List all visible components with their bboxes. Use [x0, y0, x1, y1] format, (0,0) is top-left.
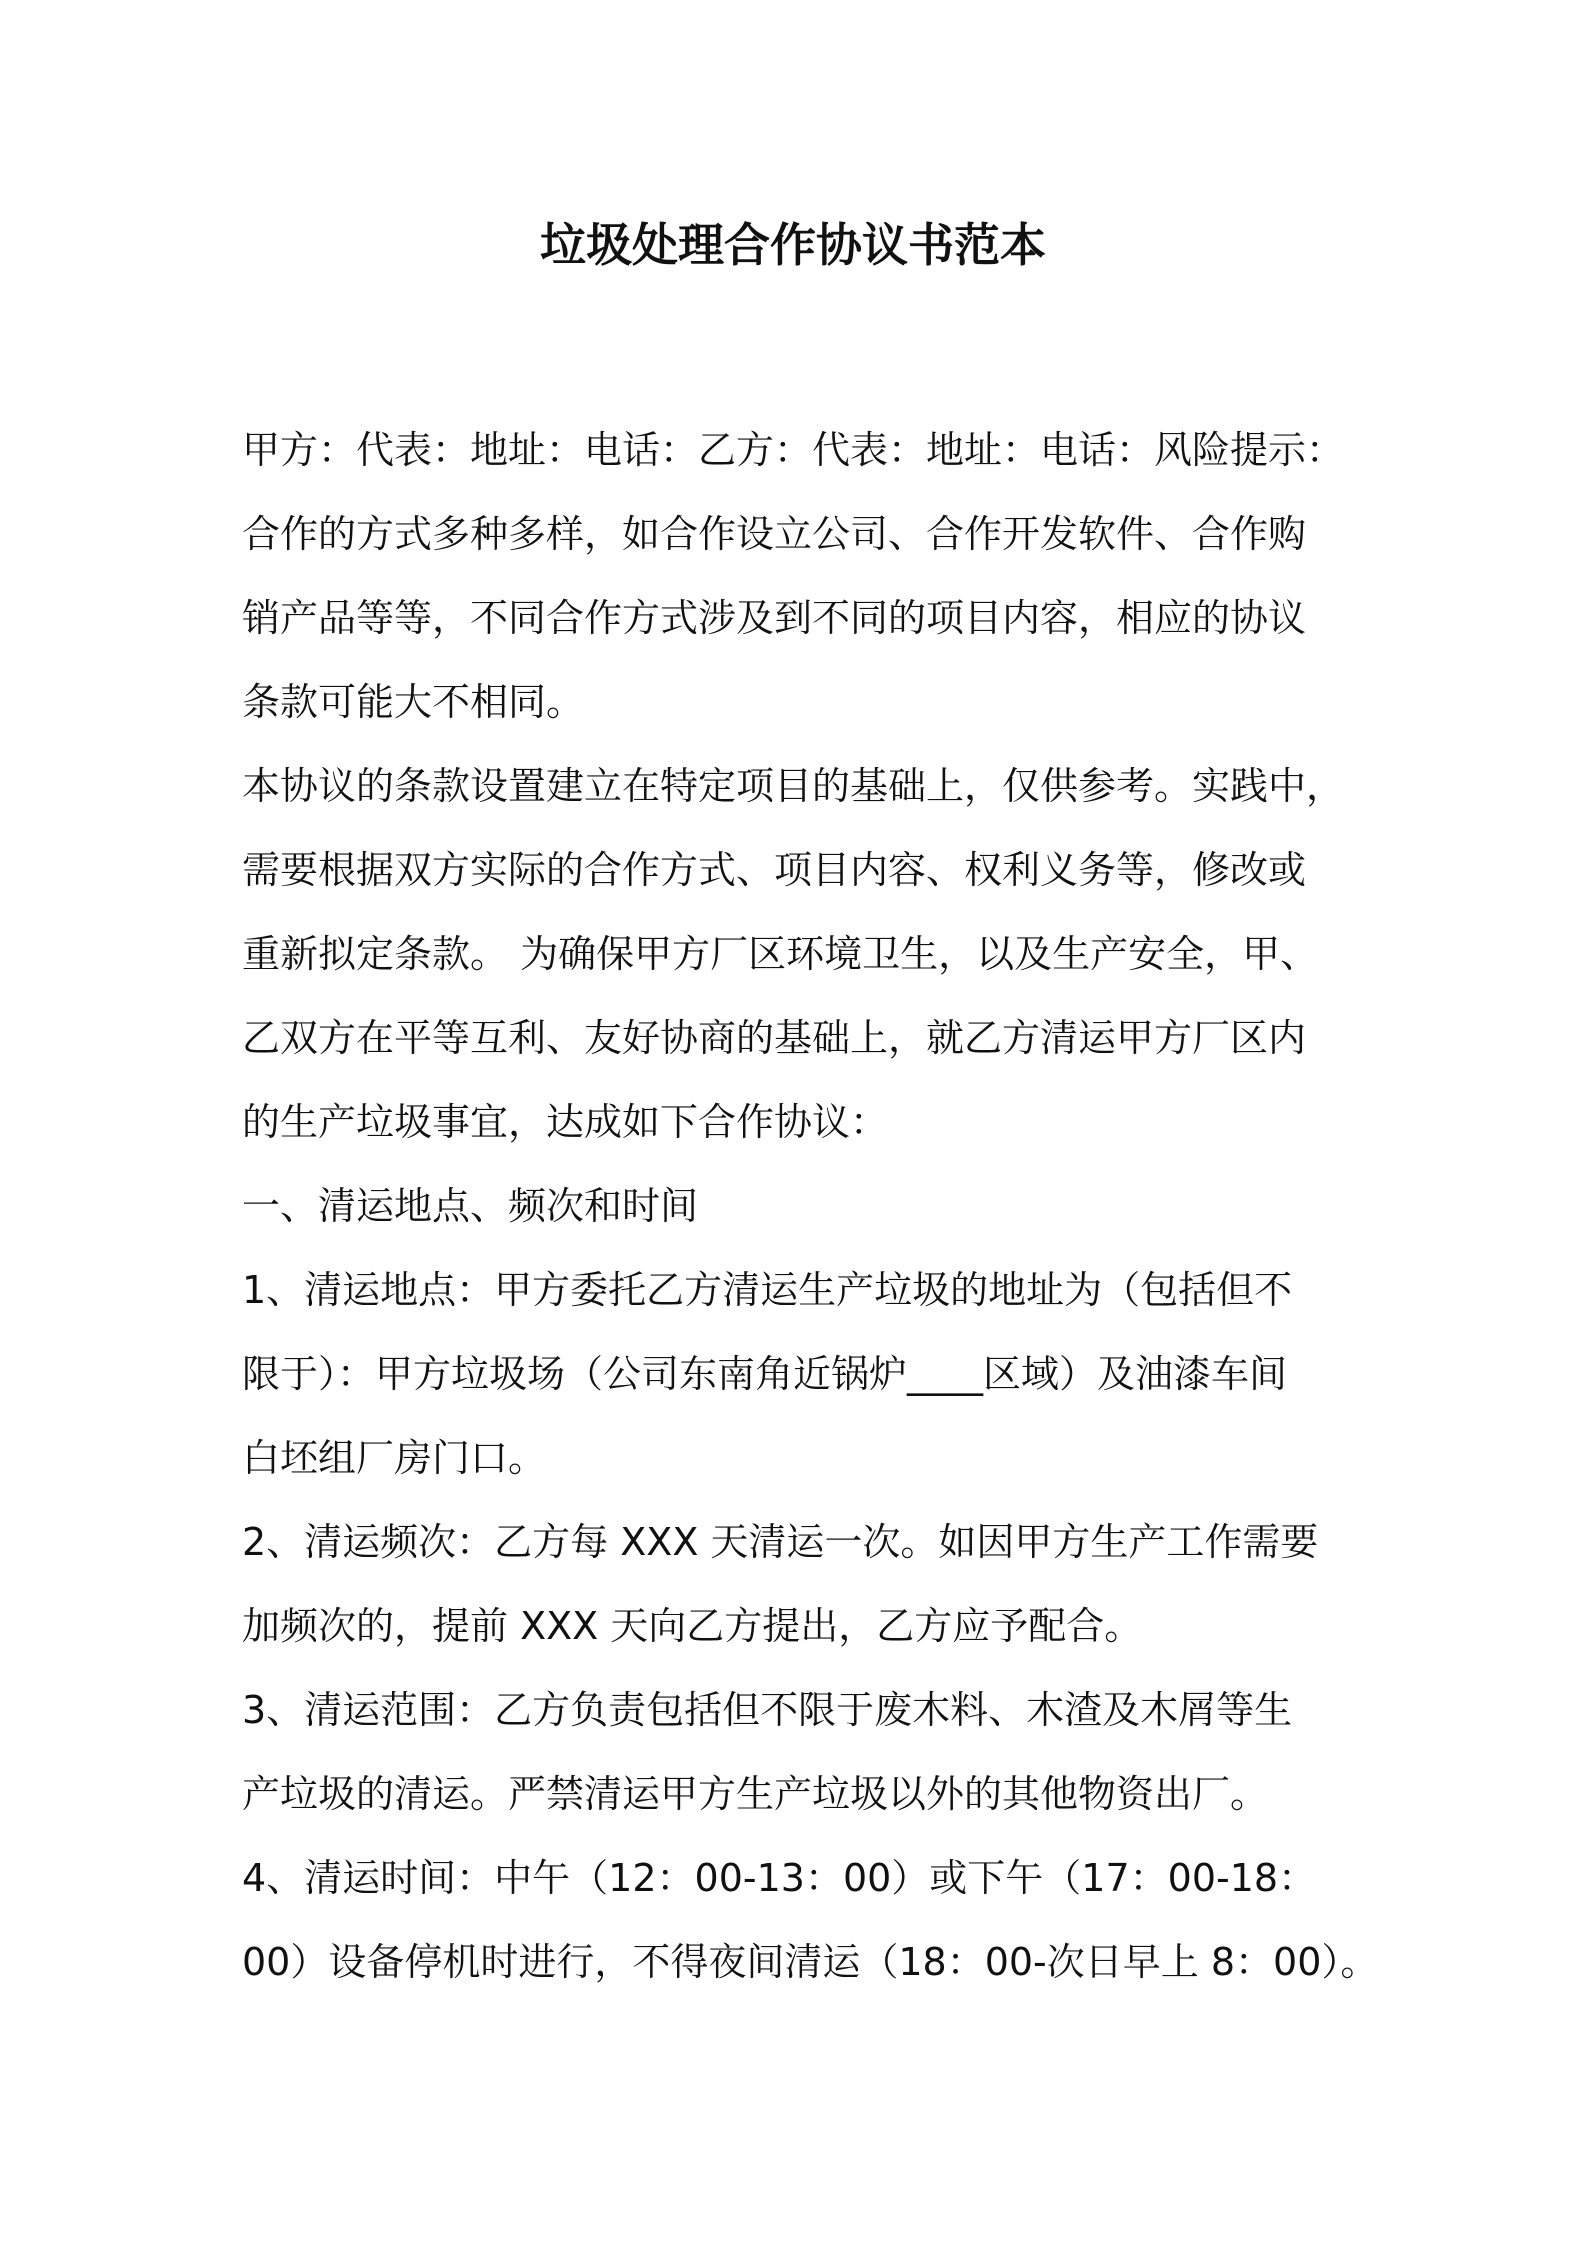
body-line: 3、清运范围：乙方负责包括但不限于废木料、木渣及木屑等生: [242, 1688, 1293, 1732]
body-line: 2、清运频次：乙方每 XXX 天清运一次。如因甲方生产工作需要: [242, 1520, 1319, 1564]
body-line: 本协议的条款设置建立在特定项目的基础上，仅供参考。实践中，: [242, 764, 1345, 808]
body-line: 需要根据双方实际的合作方式、项目内容、权利义务等，修改或: [242, 848, 1307, 892]
document-body: [242, 408, 1379, 2004]
body-line: 4、清运时间：中午（12：00-13：00）或下午（17：00-18：: [242, 1856, 1317, 1900]
body-line: 条款可能大不相同。: [242, 680, 585, 724]
body-line: 的生产垃圾事宜，达成如下合作协议：: [242, 1100, 889, 1144]
body-line: 产垃圾的清运。严禁清运甲方生产垃圾以外的其他物资出厂。: [242, 1772, 1269, 1816]
body-line: 合作的方式多种多样，如合作设立公司、合作开发软件、合作购: [242, 512, 1307, 556]
body-line: 乙双方在平等互利、友好协商的基础上，就乙方清运甲方厂区内: [242, 1016, 1307, 1060]
document-title: 垃圾处理合作协议书范本: [540, 218, 1046, 272]
body-line: 重新拟定条款。 为确保甲方厂区环境卫生，以及生产安全，甲、: [242, 932, 1319, 976]
body-line: 限于）：甲方垃圾场（公司东南角近锅炉____区域）及油漆车间: [242, 1352, 1288, 1396]
body-line: 1、清运地点：甲方委托乙方清运生产垃圾的地址为（包括但不: [242, 1268, 1293, 1312]
body-line: 加频次的，提前 XXX 天向乙方提出，乙方应予配合。: [242, 1604, 1143, 1648]
section-heading: 一、清运地点、频次和时间: [242, 1184, 699, 1228]
body-line: 白坯组厂房门口。: [242, 1436, 547, 1480]
body-line: 甲方：代表：地址：电话：乙方：代表：地址：电话：风险提示：: [242, 428, 1345, 472]
body-line: 00）设备停机时进行，不得夜间清运（18：00-次日早上 8：00）。: [242, 1940, 1379, 1984]
body-line: 销产品等等，不同合作方式涉及到不同的项目内容，相应的协议: [242, 596, 1307, 640]
